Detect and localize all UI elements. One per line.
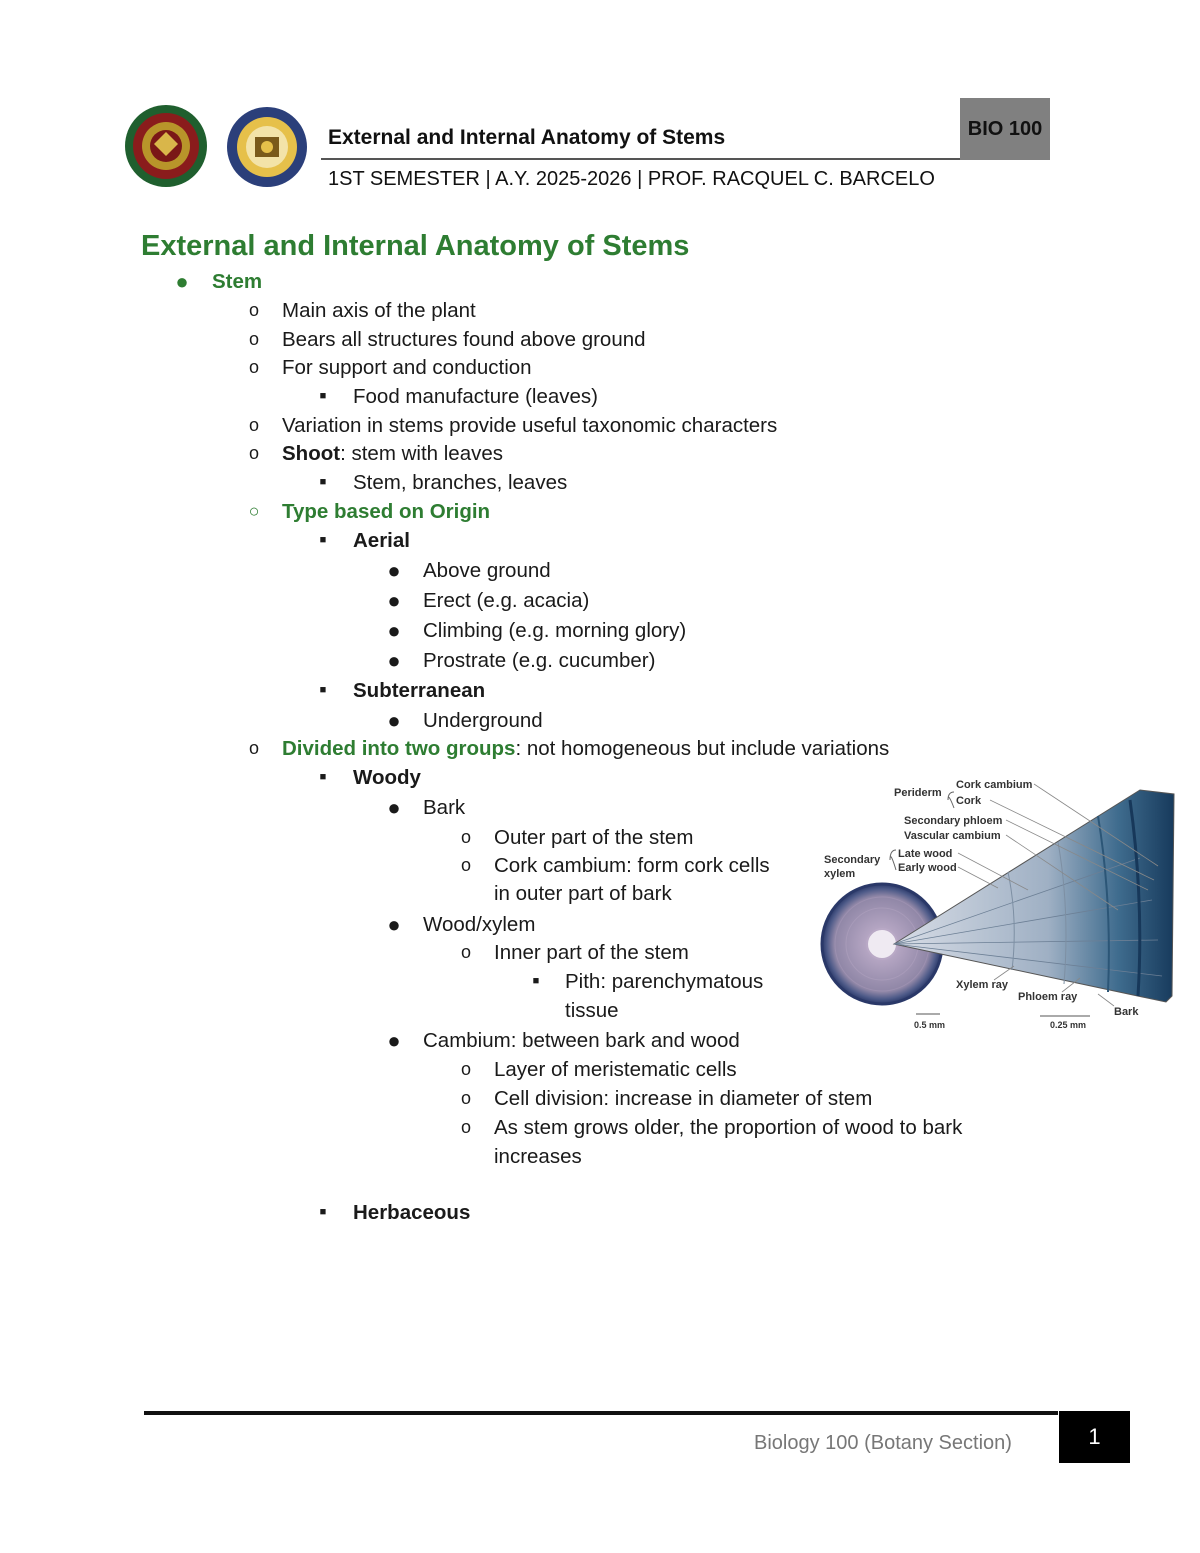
list-item: Prostrate (e.g. cucumber) [423,649,656,672]
list-item: Cell division: increase in diameter of stem [494,1087,873,1110]
bullet-icon: ● [387,1028,401,1053]
divided-definition: : not homogeneous but include variations [515,737,890,760]
scale-bar-1: 0.5 mm [914,1020,946,1030]
list-item: Cork cambium: form cork cells [494,854,770,877]
list-item: Layer of meristematic cells [494,1058,737,1081]
bullet-icon: ● [387,558,401,583]
label-early-wood: Early wood [898,862,957,874]
list-item-continued: increases [494,1145,582,1168]
label-cork-cambium: Cork cambium [956,779,1033,791]
list-item-continued: tissue [565,999,619,1022]
label-secondary-phloem: Secondary phloem [904,815,1003,827]
footer-course-name: Biology 100 (Botany Section) [754,1432,1012,1454]
list-item: Stem, branches, leaves [353,471,568,494]
document-title: External and Internal Anatomy of Stems [328,126,726,149]
list-item: Wood/xylem [423,913,536,936]
list-item-woody: Woody [353,766,421,789]
square-bullet-icon: ■ [532,975,540,987]
circle-bullet-icon: o [248,738,259,758]
circle-bullet-icon: ○ [248,501,260,521]
list-item: As stem grows older, the proportion of wood to bark [494,1116,963,1139]
bullet-icon: ● [387,648,401,673]
label-secondary-xylem-line1: Secondary [824,854,881,866]
list-item: Above ground [423,559,551,582]
square-bullet-icon: ■ [319,1206,327,1218]
term-shoot: Shoot [282,442,341,465]
circle-bullet-icon: o [460,942,471,962]
circle-bullet-icon: o [248,329,259,349]
list-item: Outer part of the stem [494,826,694,849]
semester-info: 1ST SEMESTER | A.Y. 2025-2026 | PROF. RACQUEL C. BARCELO [328,168,935,190]
bullet-icon: ● [387,588,401,613]
list-item-subterranean: Subterranean [353,679,486,702]
circle-bullet-icon: o [460,1059,471,1079]
circle-bullet-icon: o [248,415,259,435]
circle-bullet-icon: o [460,827,471,847]
bullet-icon: ● [387,795,401,820]
square-bullet-icon: ■ [319,684,327,696]
list-item-type-origin: Type based on Origin [282,500,491,523]
label-xylem-ray: Xylem ray [956,979,1008,991]
label-late-wood: Late wood [898,848,953,860]
scale-bar-2: 0.25 mm [1050,1020,1087,1030]
page-heading: External and Internal Anatomy of Stems [141,230,690,262]
list-item: Pith: parenchymatous [565,970,764,993]
label-bark: Bark [1114,1006,1139,1018]
bullet-icon: ● [387,708,401,733]
circle-bullet-icon: o [460,1088,471,1108]
list-item-aerial: Aerial [353,529,410,552]
list-item: Inner part of the stem [494,941,689,964]
circle-bullet-icon: o [248,300,259,320]
list-item-herbaceous: Herbaceous [353,1201,471,1224]
list-item-stem: Stem [212,270,263,293]
label-vascular-cambium: Vascular cambium [904,830,1001,842]
college-seal-logo [226,106,308,188]
circle-bullet-icon: o [460,855,471,875]
list-item: Climbing (e.g. morning glory) [423,619,687,642]
list-item: For support and conduction [282,356,532,379]
list-item: Bark [423,796,466,819]
list-item-shoot [282,439,503,468]
pith-region [867,929,897,959]
list-item: Food manufacture (leaves) [353,385,598,408]
woody-stem-cross-section-figure [818,770,1180,1036]
circle-bullet-icon: o [248,357,259,377]
list-item-continued: in outer part of bark [494,882,672,905]
bullet-icon: ● [387,912,401,937]
page-number: 1 [1059,1411,1130,1463]
footer-divider [144,1411,1058,1415]
square-bullet-icon: ■ [319,476,327,488]
list-item: Underground [423,709,543,732]
course-code-badge: BIO 100 [960,98,1050,160]
list-item-divided [282,734,889,763]
list-item: Variation in stems provide useful taxonomic characters [282,414,778,437]
term-divided: Divided into two groups [282,737,516,760]
label-secondary-xylem [824,854,881,880]
circle-bullet-icon: o [248,443,259,463]
shoot-definition: : stem with leaves [340,442,503,465]
header-divider [321,158,1050,160]
label-secondary-xylem-line2: xylem [824,868,856,880]
square-bullet-icon: ■ [319,390,327,402]
list-item: Erect (e.g. acacia) [423,589,590,612]
list-item: Main axis of the plant [282,299,476,322]
label-periderm: Periderm [894,787,942,799]
list-item: Cambium: between bark and wood [423,1029,740,1052]
circle-bullet-icon: o [460,1117,471,1137]
label-cork: Cork [956,795,982,807]
square-bullet-icon: ■ [319,771,327,783]
label-phloem-ray: Phloem ray [1018,991,1078,1003]
list-item: Bears all structures found above ground [282,328,646,351]
square-bullet-icon: ■ [319,534,327,546]
bullet-icon: ● [387,618,401,643]
university-seal-logo [124,104,208,188]
bullet-icon: ● [175,269,189,294]
